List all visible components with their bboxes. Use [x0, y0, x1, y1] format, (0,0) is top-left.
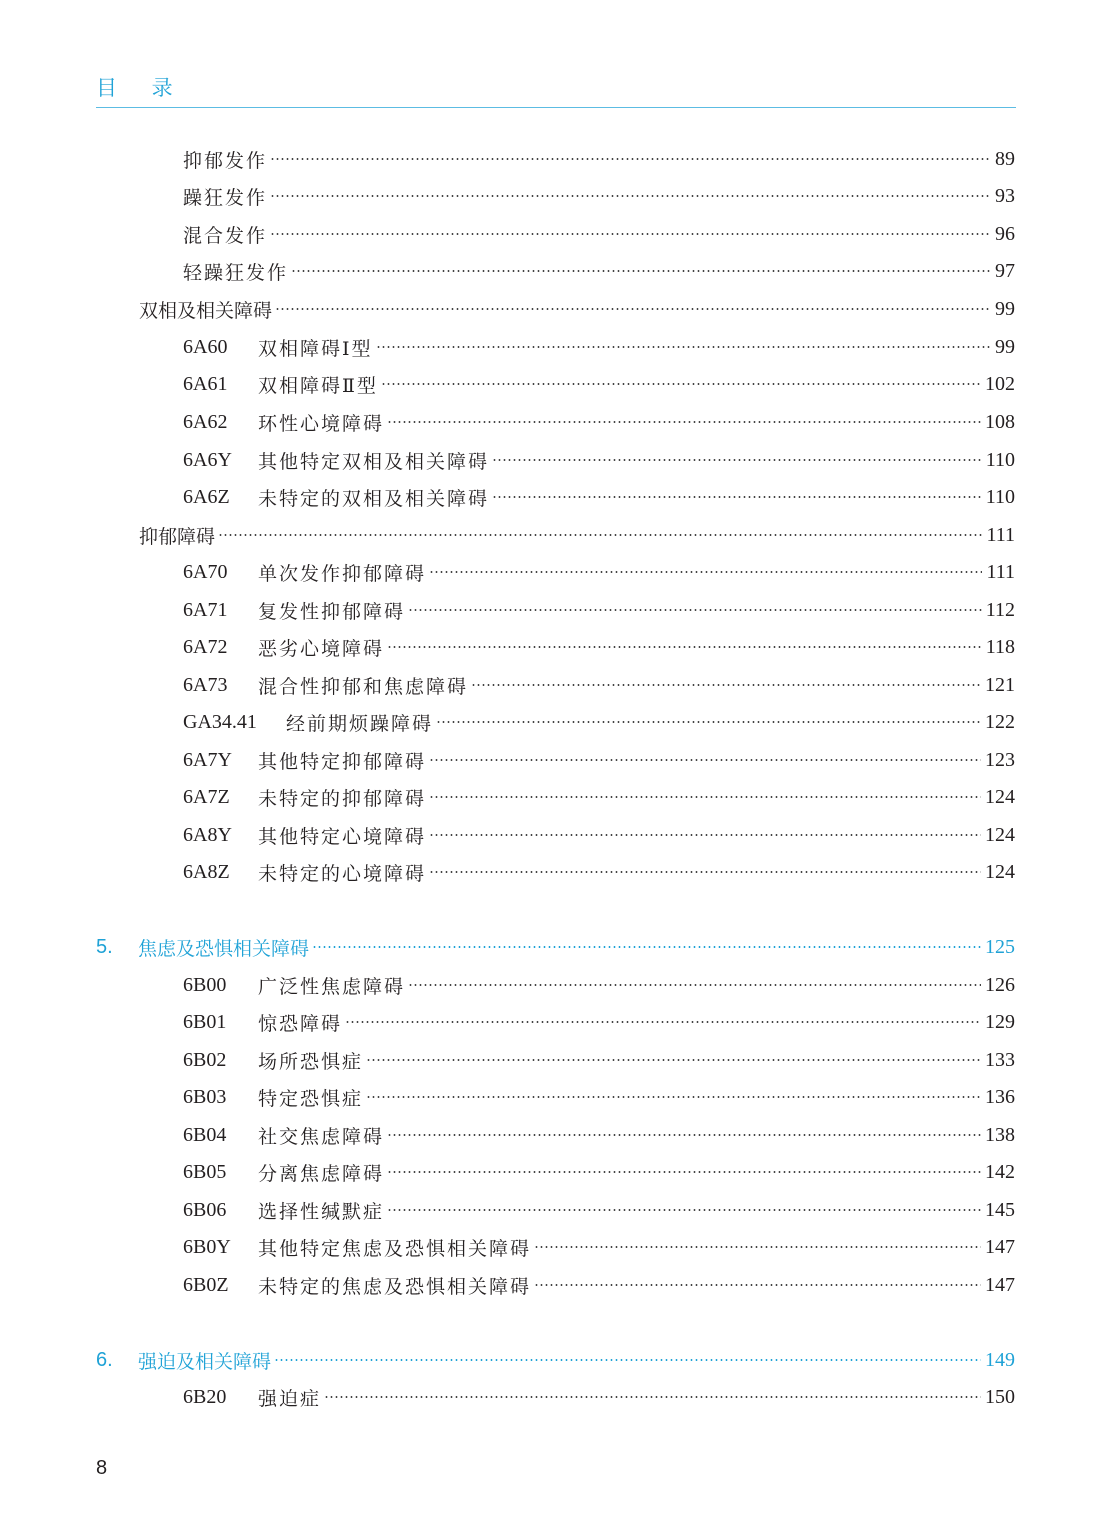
toc-page-number: 145: [985, 1198, 1015, 1221]
dot-leader: [534, 1246, 981, 1248]
toc-code: 6B02: [183, 1048, 227, 1071]
toc-subentry[interactable]: [183, 370, 1015, 398]
toc-subentry[interactable]: [183, 558, 1015, 586]
dot-leader: [534, 1284, 981, 1286]
toc-title: 强迫症: [258, 1387, 322, 1410]
toc-code: 6A8Z: [183, 860, 230, 883]
toc-title: 其他特定双相及相关障碍: [258, 450, 490, 473]
toc-subentry[interactable]: [183, 1121, 1015, 1149]
toc-subentry[interactable]: [183, 1196, 1015, 1224]
toc-subentry[interactable]: [183, 633, 1015, 661]
toc-title: 焦虑及恐惧相关障碍: [138, 937, 310, 960]
toc-code: 6A61: [183, 372, 228, 395]
toc-subentry[interactable]: [183, 145, 1015, 173]
toc-code: 6A7Y: [183, 748, 232, 771]
toc-title: 其他特定焦虑及恐惧相关障碍: [258, 1237, 532, 1260]
dot-leader: [429, 834, 981, 836]
toc-title: 未特定的心境障碍: [258, 862, 427, 885]
toc-code: 6A6Z: [183, 485, 230, 508]
dot-leader: [218, 534, 982, 536]
toc-subentry[interactable]: [183, 408, 1015, 436]
toc-chapter-entry[interactable]: [96, 933, 1015, 961]
toc-code: 6B20: [183, 1385, 227, 1408]
toc-page-number: 99: [995, 297, 1015, 320]
dot-leader: [275, 308, 991, 310]
dot-leader: [408, 984, 981, 986]
toc-page-number: 136: [985, 1085, 1015, 1108]
dot-leader: [429, 796, 981, 798]
toc-title: 单次发作抑郁障碍: [258, 562, 427, 585]
toc-section-entry[interactable]: [139, 521, 1015, 549]
dot-leader: [381, 383, 981, 385]
toc-title: 双相及相关障碍: [139, 299, 273, 322]
dot-leader: [345, 1021, 981, 1023]
toc-page-number: 138: [985, 1123, 1015, 1146]
toc-page-number: 126: [985, 973, 1015, 996]
toc-page-number: 96: [995, 222, 1015, 245]
toc-code: 6A72: [183, 635, 228, 658]
toc-title: 双相障碍Ⅰ型: [258, 337, 373, 360]
dot-leader: [429, 571, 982, 573]
dot-leader: [366, 1096, 981, 1098]
toc-code: 6A62: [183, 410, 228, 433]
toc-page-number: 122: [985, 710, 1015, 733]
toc-code: 6B06: [183, 1198, 227, 1221]
dot-leader: [324, 1396, 981, 1398]
toc-page-number: 99: [995, 335, 1015, 358]
toc-page-number: 124: [985, 823, 1015, 846]
toc-page-number: 89: [995, 147, 1015, 170]
toc-page-number: 97: [995, 259, 1015, 282]
toc-subentry[interactable]: [183, 1233, 1015, 1261]
toc-code: 6A60: [183, 335, 228, 358]
toc-subentry[interactable]: [183, 1008, 1015, 1036]
toc-code: 6A7Z: [183, 785, 230, 808]
toc-title: 特定恐惧症: [258, 1087, 364, 1110]
dot-leader: [291, 270, 991, 272]
toc-subentry[interactable]: [183, 783, 1015, 811]
toc-chapter-number: 6.: [96, 1348, 113, 1371]
toc-subentry[interactable]: [183, 671, 1015, 699]
toc-page-number: 147: [985, 1273, 1015, 1296]
dot-leader: [471, 684, 981, 686]
toc-title: 分离焦虑障碍: [258, 1162, 385, 1185]
dot-leader: [312, 946, 981, 948]
toc-title: 未特定的抑郁障碍: [258, 787, 427, 810]
toc-page-number: 102: [985, 372, 1015, 395]
toc-subentry[interactable]: [183, 483, 1015, 511]
toc-title: 环性心境障碍: [258, 412, 385, 435]
toc-subentry[interactable]: [183, 333, 1015, 361]
dot-leader: [387, 421, 981, 423]
toc-page-number: 123: [985, 748, 1015, 771]
dot-leader: [366, 1059, 981, 1061]
dot-leader: [270, 233, 991, 235]
toc-subentry[interactable]: [183, 182, 1015, 210]
toc-title: 强迫及相关障碍: [138, 1350, 272, 1373]
toc-title: 双相障碍Ⅱ型: [258, 374, 378, 397]
header-divider: [96, 107, 1016, 108]
toc-page-number: 111: [986, 560, 1015, 583]
toc-subentry[interactable]: [183, 1083, 1015, 1111]
toc-subentry[interactable]: [183, 1158, 1015, 1186]
toc-title: 广泛性焦虑障碍: [258, 975, 406, 998]
dot-leader: [429, 871, 981, 873]
toc-page-number: 110: [985, 448, 1015, 471]
toc-header-title: 目 录: [96, 76, 187, 100]
dot-leader: [274, 1359, 981, 1361]
toc-subentry[interactable]: [183, 746, 1015, 774]
toc-code: 6B01: [183, 1010, 227, 1033]
toc-code: 6A71: [183, 598, 228, 621]
toc-title: 其他特定心境障碍: [258, 825, 427, 848]
toc-code: 6B04: [183, 1123, 227, 1146]
toc-page-number: 124: [985, 860, 1015, 883]
toc-code: 6A73: [183, 673, 228, 696]
toc-title: 抑郁障碍: [139, 525, 216, 548]
toc-page-number: 110: [985, 485, 1015, 508]
toc-subentry[interactable]: [183, 220, 1015, 248]
toc-page-number: 108: [985, 410, 1015, 433]
toc-title: 轻躁狂发作: [183, 261, 289, 284]
toc-title: 混合发作: [183, 224, 268, 247]
toc-page-number: 112: [985, 598, 1015, 621]
toc-page-number: 147: [985, 1235, 1015, 1258]
toc-code: 6B03: [183, 1085, 227, 1108]
toc-page-number: 118: [985, 635, 1015, 658]
toc-code: 6B00: [183, 973, 227, 996]
toc-title: 复发性抑郁障碍: [258, 600, 406, 623]
toc-page-number: 150: [985, 1385, 1015, 1408]
toc-chapter-entry[interactable]: [96, 1346, 1015, 1374]
dot-leader: [387, 1209, 981, 1211]
toc-subentry[interactable]: [183, 446, 1015, 474]
toc-page-number: 121: [985, 673, 1015, 696]
toc-title: 恶劣心境障碍: [258, 637, 385, 660]
toc-page-number: 133: [985, 1048, 1015, 1071]
toc-code: 6A6Y: [183, 448, 232, 471]
toc-code: 6B05: [183, 1160, 227, 1183]
toc-code: 6A8Y: [183, 823, 232, 846]
toc-page-number: 125: [985, 935, 1015, 958]
toc-title: 场所恐惧症: [258, 1050, 364, 1073]
toc-page-number: 129: [985, 1010, 1015, 1033]
dot-leader: [270, 158, 991, 160]
toc-page-number: 111: [986, 523, 1015, 546]
toc-code: 6B0Y: [183, 1235, 231, 1258]
toc-code: 6B0Z: [183, 1273, 229, 1296]
dot-leader: [429, 759, 981, 761]
page-number: 8: [96, 1457, 108, 1479]
toc-subentry[interactable]: [183, 858, 1015, 886]
toc-title: 惊恐障碍: [258, 1012, 343, 1035]
toc-page-number: 149: [985, 1348, 1015, 1371]
toc-title: 社交焦虑障碍: [258, 1125, 385, 1148]
toc-title: 其他特定抑郁障碍: [258, 750, 427, 773]
toc-code: GA34.41: [183, 710, 257, 733]
toc-subentry[interactable]: [183, 1046, 1015, 1074]
dot-leader: [408, 609, 982, 611]
toc-title: 抑郁发作: [183, 149, 268, 172]
toc-title: 未特定的焦虑及恐惧相关障碍: [258, 1275, 532, 1298]
toc-page-number: 124: [985, 785, 1015, 808]
toc-subentry[interactable]: [183, 708, 1015, 736]
toc-title: 选择性缄默症: [258, 1200, 385, 1223]
toc-title: 混合性抑郁和焦虑障碍: [258, 675, 469, 698]
dot-leader: [492, 459, 982, 461]
toc-subentry[interactable]: [183, 971, 1015, 999]
toc-subentry[interactable]: [183, 596, 1015, 624]
dot-leader: [387, 646, 982, 648]
toc-subentry[interactable]: [183, 1271, 1015, 1299]
toc-title: 躁狂发作: [183, 186, 268, 209]
toc-code: 6A70: [183, 560, 228, 583]
toc-section-entry[interactable]: [139, 295, 1015, 323]
toc-chapter-number: 5.: [96, 935, 113, 958]
toc-page-number: 93: [995, 184, 1015, 207]
toc-subentry[interactable]: [183, 1383, 1015, 1411]
dot-leader: [436, 721, 981, 723]
toc-title: 经前期烦躁障碍: [286, 712, 434, 735]
toc-title: 未特定的双相及相关障碍: [258, 487, 490, 510]
dot-leader: [376, 346, 991, 348]
toc-subentry[interactable]: [183, 821, 1015, 849]
dot-leader: [492, 496, 982, 498]
toc-subentry[interactable]: [183, 257, 1015, 285]
toc-page-number: 142: [985, 1160, 1015, 1183]
dot-leader: [387, 1171, 981, 1173]
dot-leader: [387, 1134, 981, 1136]
dot-leader: [270, 195, 991, 197]
